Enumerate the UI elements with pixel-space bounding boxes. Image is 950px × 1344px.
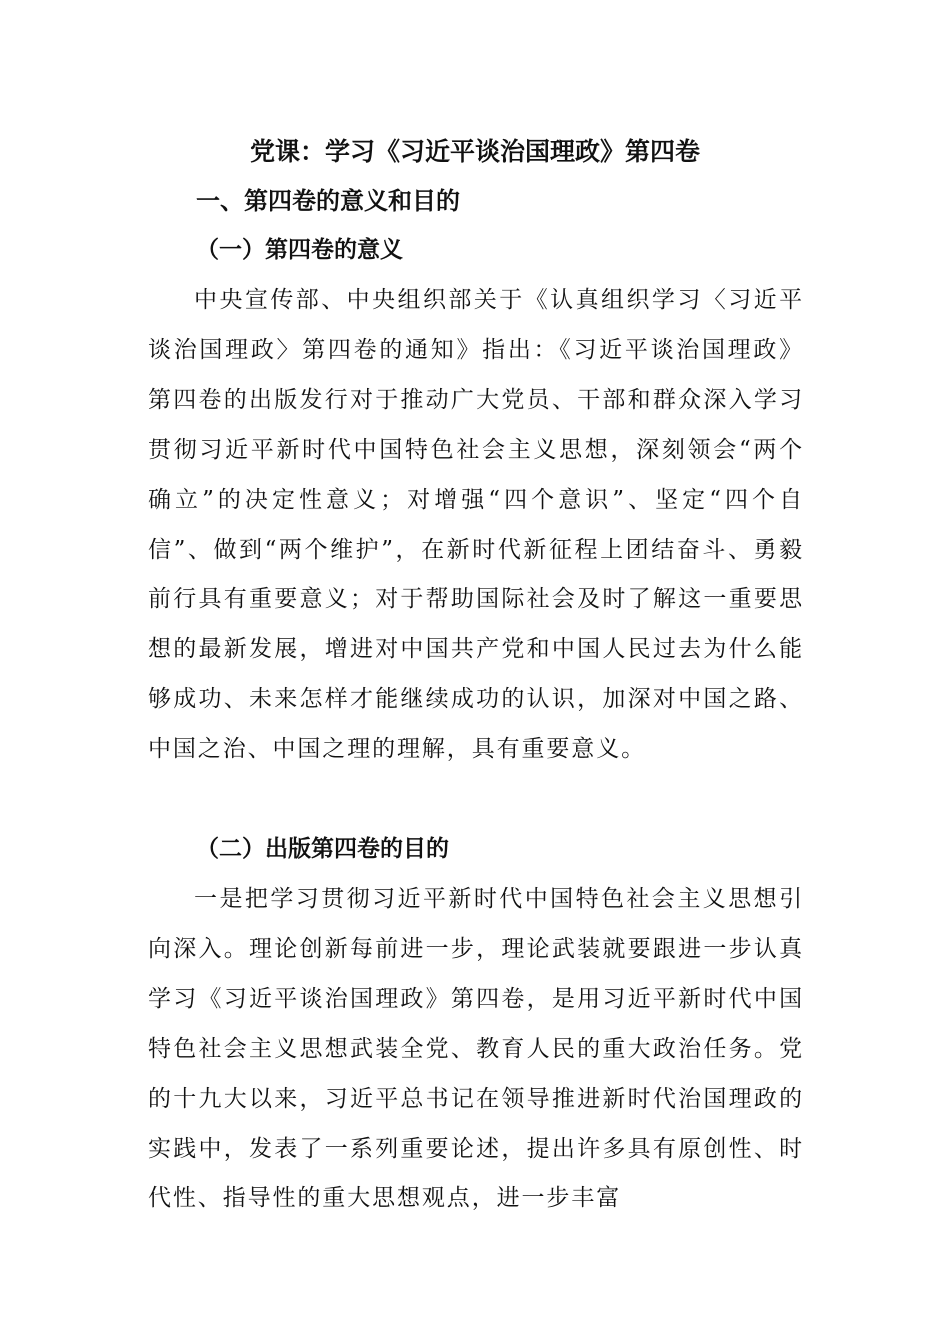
subsection-heading-2: （二）出版第四卷的目的	[196, 836, 449, 862]
paragraph-2: 一是把学习贯彻习近平新时代中国特色社会主义思想引向深入。理论创新每前进一步，理论武装就要跟进一步认真学习《习近平谈治国理政》第四卷，是用习近平新时代中国特色社会主义思想武装全党、教育人民的重大政治任务。党的十九大以来，习近平总书记在领导推进新时代治国理政的实践中，发表了一系列重要论述，提出许多具有原创性、时代性、指导性的重大思想观点，进一步丰富	[148, 886, 804, 1212]
document-title: 党课：学习《习近平谈治国理政》第四卷	[249, 137, 700, 166]
subsection-heading-1: （一）第四卷的意义	[196, 237, 403, 263]
paragraph-1: 中央宣传部、中央组织部关于《认真组织学习〈习近平谈治国理政〉第四卷的通知》指出：《习近平谈治国理政》第四卷的出版发行对于推动广大党员、干部和群众深入学习贯彻习近平新时代中国特色社会主义思想，深刻领会“两个确立”的决定性意义；对增强“四个意识”、坚定“四个自信”、做到“两个维护”，在新时代新征程上团结奋斗、勇毅前行具有重要意义；对于帮助国际社会及时了解这一重要思想的最新发展，增进对中国共产党和中国人民过去为什么能够成功、未来怎样才能继续成功的认识，加深对中国之路、中国之治、中国之理的理解，具有重要意义。	[148, 287, 804, 763]
section-heading-1: 一、第四卷的意义和目的	[196, 187, 460, 215]
